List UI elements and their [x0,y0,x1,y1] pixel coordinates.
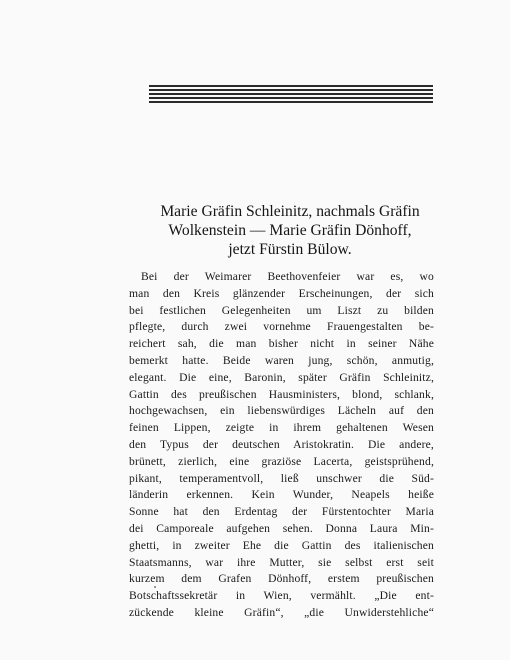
header-rules [149,85,433,105]
rule-line [149,97,433,99]
rule-line [149,89,433,91]
text-line: feinen Lippen, zeigte in ihrem gehaltenen Wesen [129,421,434,435]
text-line: bei festlichen Gelegenheiten um Liszt zu bilden [129,303,434,317]
text-line: reichert sah, die man bisher nicht in seiner Nähe [129,337,434,351]
text-line: Bei der Weimarer Beethovenfeier war es, wo [141,270,434,283]
ink-speck [154,586,156,588]
body-text [129,269,434,622]
title-line: Wolkenstein — Marie Gräfin Dönhoff, [168,222,412,239]
rule-line [149,101,433,103]
rule-line [149,85,433,87]
text-line: pflegte, durch zwei vornehme Frauengestalten be- [129,320,434,334]
text-line: Gattin des preußischen Hausministers, blond, schlank, [129,387,434,401]
text-line: kurzem dem Grafen Dönhoff, erstem preußischen [129,572,434,586]
rule-line [149,93,433,95]
text-line: brünett, zierlich, eine graziöse Lacerta, geistsprühend, [129,454,434,468]
text-line: Sonne hat den Erdentag der Fürstentochter Maria [129,505,434,519]
text-line: den Typus der deutschen Aristokratin. Die andere, [129,437,434,451]
text-line: ghetti, in zweiter Ehe die Gattin des italienischen [129,538,434,552]
title-line: jetzt Fürstin Bülow. [228,241,352,258]
text-line: hochgewachsen, ein liebenswürdiges Lächeln auf den [129,404,434,418]
text-line: elegant. Die eine, Baronin, später Gräfin Schleinitz, [129,370,434,384]
text-line: bemerkt hatte. Beide waren jung, schön, anmutig, [129,353,434,367]
text-line: dei Camporeale aufgehen sehen. Donna Laura Min- [129,521,434,535]
text-line: Botschaftssekretär in Wien, vermählt. „Die ent- [129,589,434,603]
text-line: zückende kleine Gräfin“, „die Unwiderstehliche“ [129,605,434,619]
text-line: Staatsmanns, war ihre Mutter, sie selbst erst seit [129,555,434,569]
text-line: länderin erkennen. Kein Wunder, Neapels heiße [129,488,434,502]
title-line: Marie Gräfin Schleinitz, nachmals Gräfin [160,203,420,220]
chapter-title [140,202,440,259]
text-line: man den Kreis glänzender Erscheinungen, der sich [129,286,434,300]
text-line: pikant, temperamentvoll, ließ unschwer die Süd- [129,471,434,485]
